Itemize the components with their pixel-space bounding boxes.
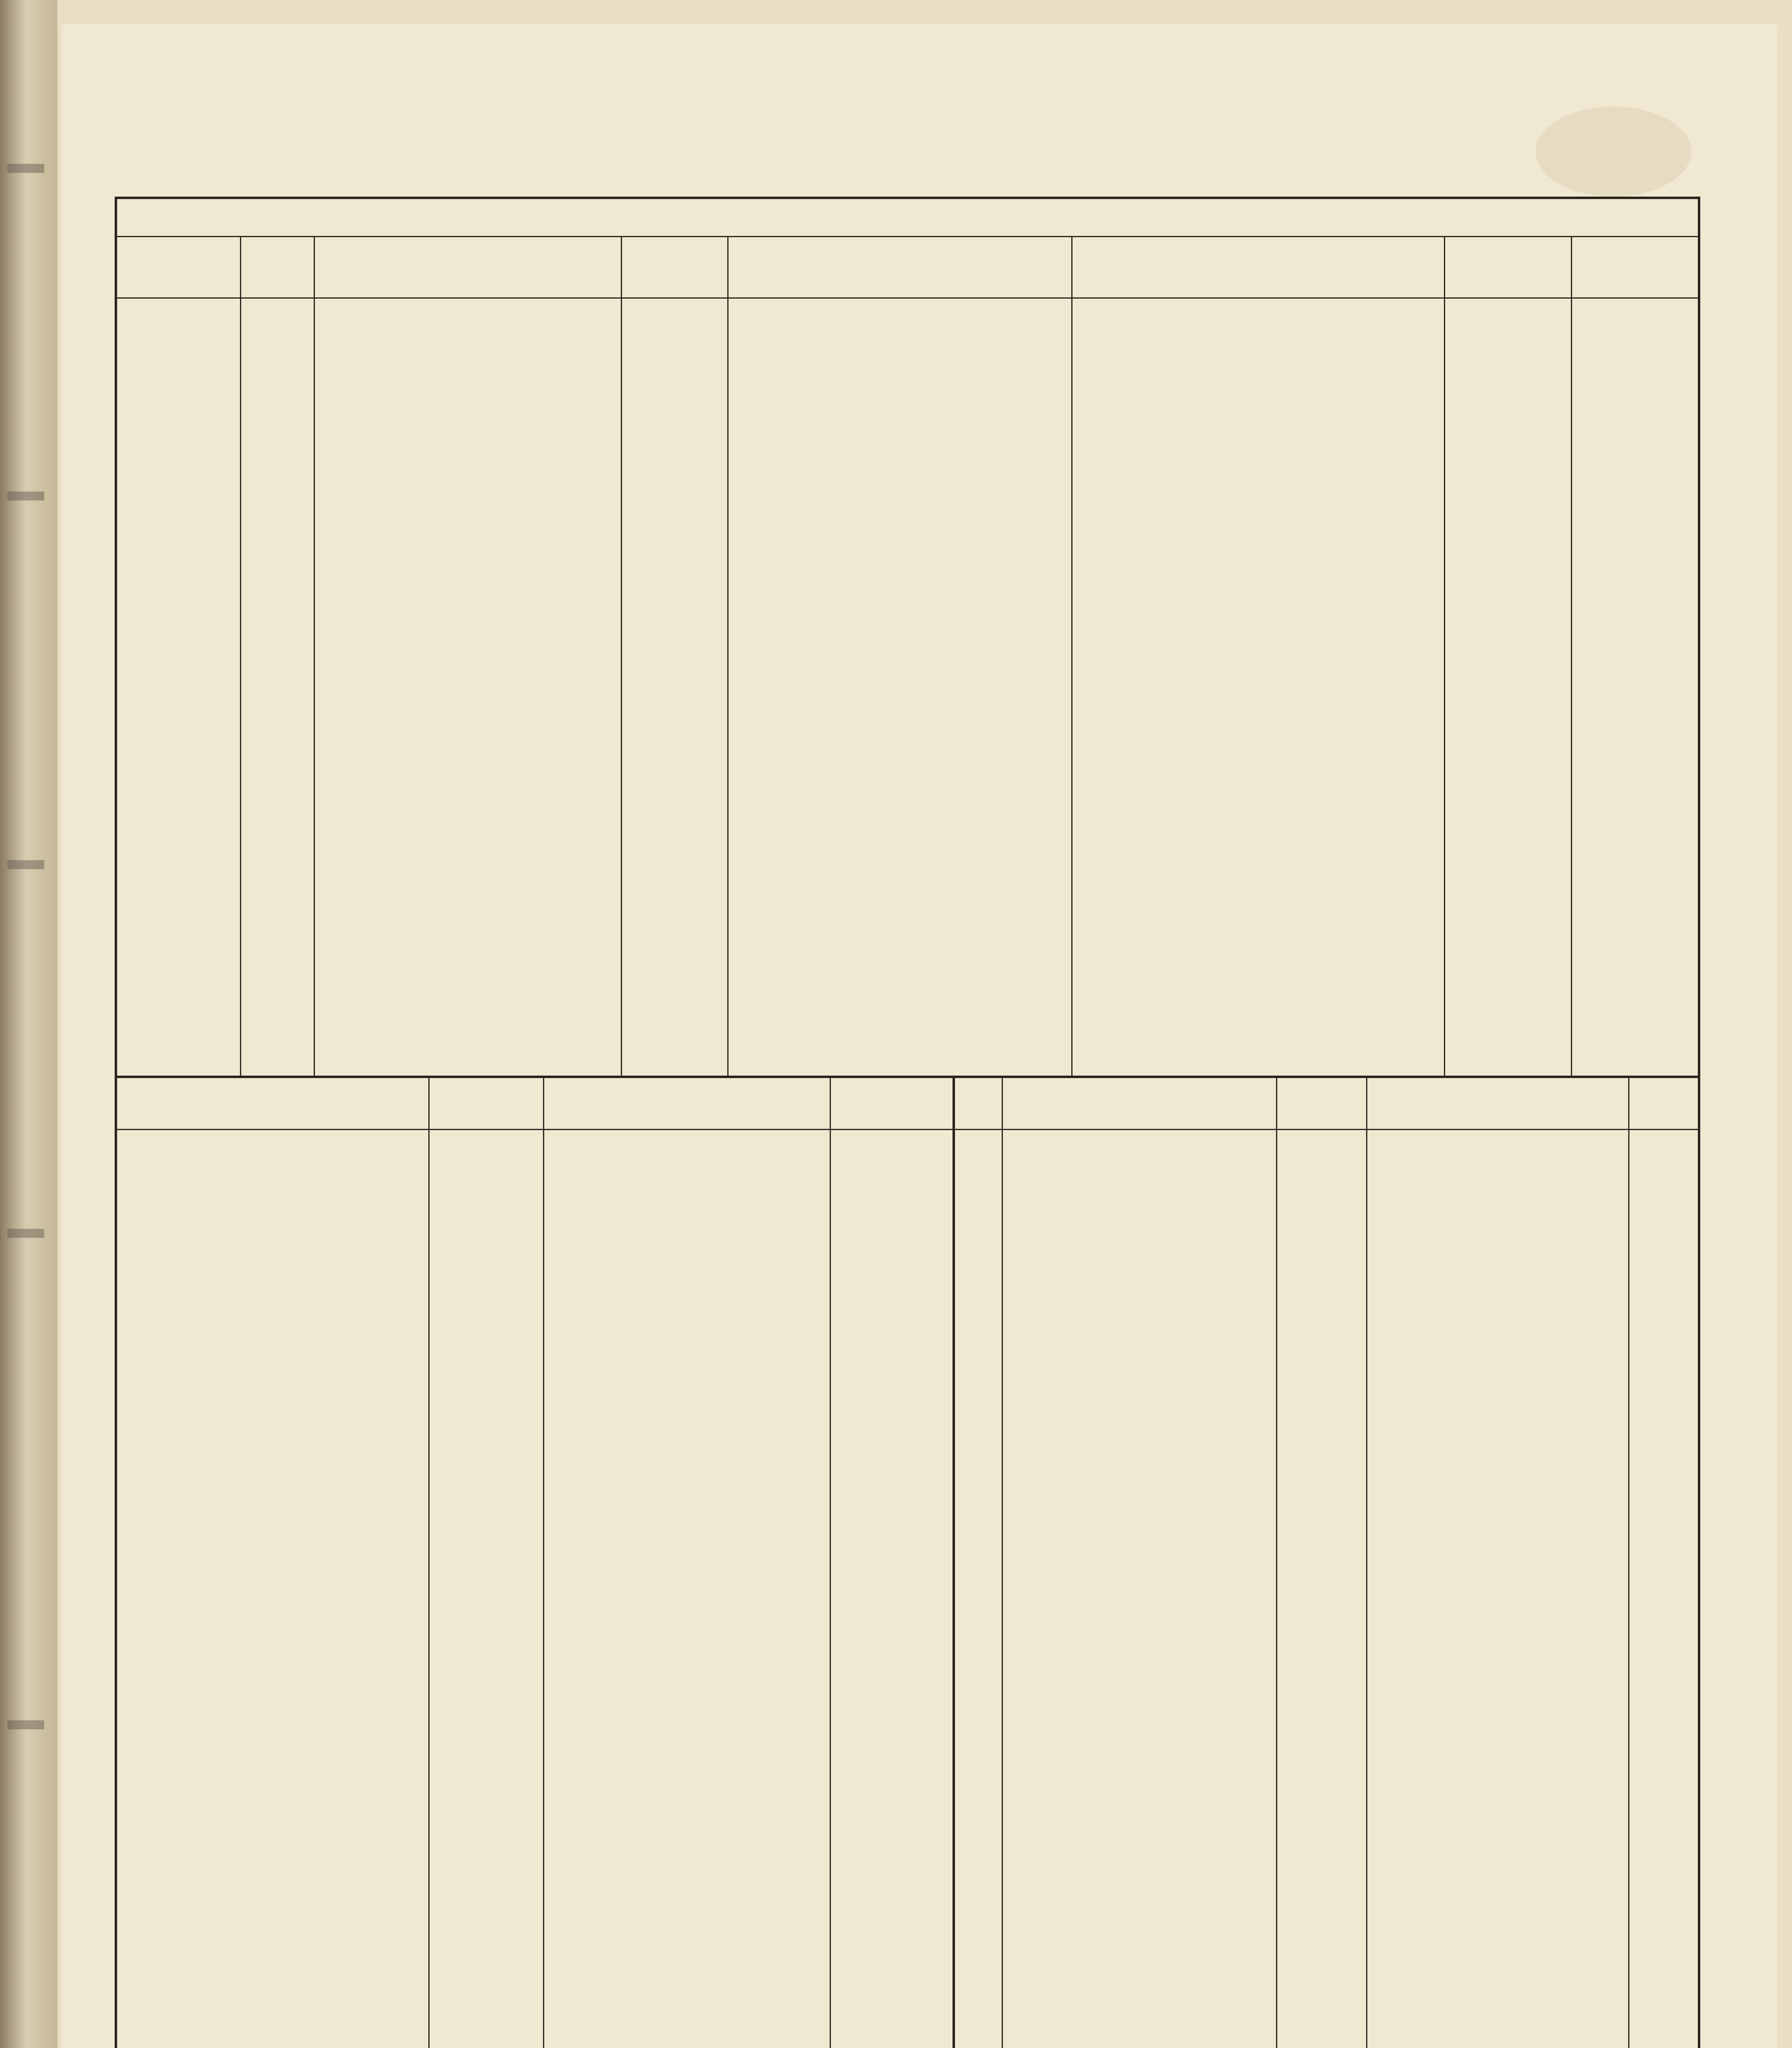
column-divider bbox=[727, 236, 729, 1076]
lower-header-rule bbox=[117, 1129, 1698, 1130]
spine-fragment bbox=[7, 492, 44, 501]
newspaper-page bbox=[61, 25, 1777, 2048]
column-divider bbox=[1002, 1076, 1003, 2048]
spine-fragment bbox=[7, 1229, 44, 1238]
column-divider bbox=[830, 1076, 831, 2048]
section-rule bbox=[117, 1076, 1698, 1078]
header-rule bbox=[117, 236, 1698, 237]
header-bottom-rule bbox=[117, 297, 1698, 299]
column-divider bbox=[428, 1076, 430, 2048]
stock-table-frame bbox=[115, 197, 1700, 2048]
column-divider bbox=[1276, 1076, 1277, 2048]
spine-fragment bbox=[7, 164, 44, 173]
column-divider bbox=[1444, 236, 1445, 1076]
column-divider bbox=[543, 1076, 544, 2048]
column-divider bbox=[621, 236, 622, 1076]
paper-stain bbox=[1536, 106, 1691, 197]
column-divider bbox=[953, 1076, 955, 2048]
column-divider bbox=[314, 236, 315, 1076]
spine-fragment bbox=[7, 860, 44, 869]
column-divider bbox=[1071, 236, 1072, 1076]
column-divider bbox=[1628, 1076, 1629, 2048]
column-divider bbox=[1366, 1076, 1367, 2048]
spine-fragment bbox=[7, 1720, 44, 1729]
column-divider bbox=[1571, 236, 1572, 1076]
column-divider bbox=[240, 236, 241, 1076]
book-spine bbox=[0, 0, 57, 2048]
